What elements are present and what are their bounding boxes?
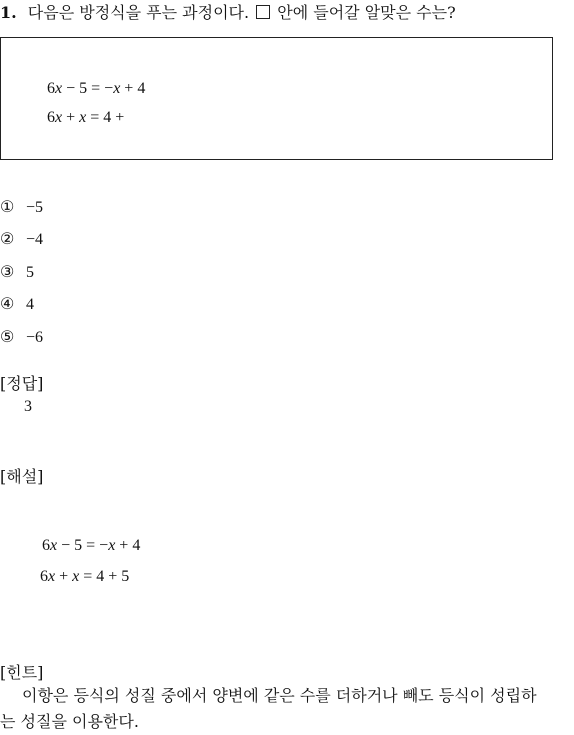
hint-text-line-2: 는 성질을 이용한다. [0, 712, 139, 731]
option-mark: ② [0, 229, 15, 248]
option-mark: ⑤ [0, 327, 15, 346]
option-4[interactable] [0, 294, 34, 314]
option-value: −4 [26, 231, 44, 248]
hint-text-line-1: 이항은 등식의 성질 중에서 양변에 같은 수를 더하거나 빼도 등식이 성립하 [22, 686, 537, 705]
answer-value: 3 [24, 398, 32, 415]
hint-label: [힌트] [0, 663, 44, 682]
question-text-after: 안에 들어갈 알맞은 수는? [277, 3, 456, 22]
option-mark: ① [0, 197, 15, 216]
explanation-equation-1: 6x − 5 = −x + 4 [42, 537, 141, 554]
explanation-equation-2: 6x + x = 4 + 5 [40, 568, 130, 585]
option-1[interactable] [0, 197, 43, 217]
option-value: −6 [26, 329, 44, 346]
option-mark: ③ [0, 262, 15, 281]
question-text-before: 다음은 방정식을 푸는 과정이다. [27, 3, 250, 22]
option-value: −5 [26, 199, 44, 216]
blank-box-icon [256, 5, 270, 19]
explanation-label: [해설] [0, 467, 44, 486]
problem-equation-1: 6x − 5 = −x + 4 [47, 80, 146, 97]
option-value: 5 [26, 264, 34, 281]
option-2[interactable] [0, 229, 43, 249]
option-5[interactable] [0, 327, 43, 347]
option-3[interactable] [0, 262, 34, 282]
problem-box [0, 37, 553, 160]
option-value: 4 [26, 296, 34, 313]
problem-equation-2: 6x + x = 4 + [47, 109, 125, 126]
question-number: 1. [0, 3, 17, 22]
question-header [0, 0, 456, 23]
answer-label: [정답] [0, 374, 44, 393]
option-mark: ④ [0, 294, 15, 313]
